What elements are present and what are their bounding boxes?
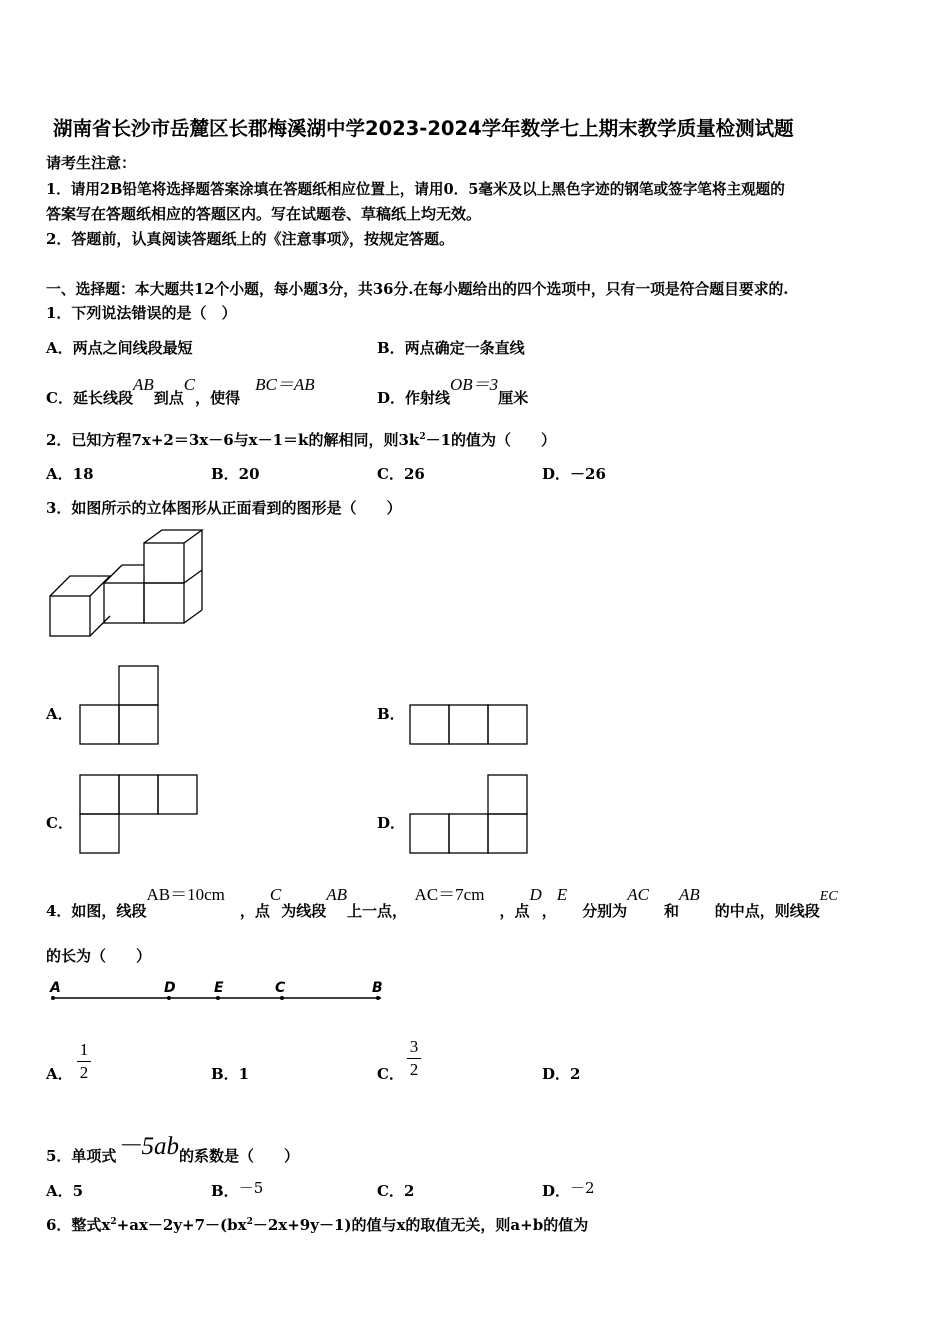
- q5-option-b: [211, 1180, 263, 1201]
- q2-eq-2: x－1＝k: [248, 431, 309, 449]
- q4-math-ac: AC: [627, 885, 649, 904]
- q1-c-text-2: 到点: [153, 389, 184, 407]
- q3-solid-figure: [44, 528, 204, 642]
- q4-option-d: D．2: [542, 1065, 581, 1083]
- fig-label-c: C: [275, 980, 286, 996]
- q4-math-c: C: [269, 885, 282, 904]
- q6-stem: [46, 1214, 588, 1235]
- q1-option-b: B．两点确定一条直线: [377, 339, 525, 357]
- page-title: 湖南省长沙市岳麓区长郡梅溪湖中学2023-2024学年数学七上期末教学质量检测试题: [53, 117, 794, 140]
- q2-text-2: 与: [233, 431, 249, 449]
- q5-b-value: －5: [238, 1179, 264, 1197]
- q4-option-c: C．: [377, 1065, 404, 1083]
- q3-option-a: A．: [46, 705, 73, 723]
- notice-item-2: 2．答题前，认真阅读答题纸上的《注意事项》，按规定答题。: [46, 230, 454, 248]
- q4-text-4: 上一点，: [347, 902, 400, 920]
- q4-math-d: D: [529, 885, 542, 904]
- q4-text-5: ，点: [499, 902, 530, 920]
- q2-option-d: D．－26: [542, 465, 606, 483]
- fig-label-d: D: [164, 980, 176, 996]
- q3-option-d-figure: [408, 774, 530, 856]
- q1-option-a: A．两点之间线段最短: [46, 339, 193, 357]
- notice-item-1-line-2: 答案写在答题纸相应的答题区内。写在试题卷、草稿纸上均无效。: [46, 205, 482, 223]
- q4-text-8: 和: [663, 902, 679, 920]
- q5-d-value: －2: [570, 1179, 595, 1197]
- q2-eq-1: 7x+2＝3x－6: [131, 431, 234, 449]
- q4-text-2: ，点: [239, 902, 270, 920]
- q1-d-text-1: D．作射线: [377, 389, 451, 407]
- q5-d-label: D．: [542, 1182, 571, 1200]
- q4-text-6: ，: [541, 902, 557, 920]
- q6-sup-1: 2: [110, 1217, 117, 1227]
- q1-d-math: OB＝3: [450, 375, 499, 394]
- q4-a-numerator: 1: [79, 1040, 89, 1059]
- fig-label-a: A: [50, 980, 61, 996]
- q1-c-math-c: C: [183, 375, 196, 394]
- q5-text-2: 的系数是（ ）: [178, 1147, 299, 1165]
- q4-math-ac-7: AC＝7cm: [414, 885, 485, 904]
- q4-c-numerator: 3: [409, 1037, 419, 1056]
- q4-math-ab-2: AB: [678, 885, 700, 904]
- q2-text-4: －1的值为（ ）: [425, 431, 557, 449]
- q4-stem: [46, 880, 838, 920]
- q3-option-b: B．: [377, 705, 405, 723]
- q4-option-a-fraction: [77, 1040, 91, 1083]
- q5-expr: －5ab: [116, 1133, 179, 1160]
- q2-option-c: C．26: [377, 465, 425, 483]
- q4-option-b: B．1: [211, 1065, 250, 1083]
- q4-text-3: 为线段: [281, 902, 327, 920]
- q5-b-label: B．: [211, 1182, 239, 1200]
- section-heading: 一、选择题：本大题共12个小题，每小题3分，共36分.在每小题给出的四个选项中，只有一项是符合题目要求的.: [46, 281, 789, 298]
- q1-option-c: [46, 370, 315, 407]
- q6-text-3: －2x+9y－1)的值与x的取值无关，则a+b的值为: [252, 1216, 589, 1234]
- q2-sup: 2: [419, 432, 426, 442]
- q4-math-ab-10: AB＝10cm: [146, 885, 225, 904]
- q2-expr: 3k: [398, 431, 420, 449]
- q2-stem: [46, 429, 556, 450]
- q3-option-d: D．: [377, 814, 406, 832]
- q5-option-a: A．5: [46, 1182, 84, 1200]
- q1-d-text-2: 厘米: [498, 389, 529, 407]
- q1-option-d: [377, 370, 529, 407]
- q4-option-a: A．: [46, 1065, 73, 1083]
- q3-option-c: C．: [46, 814, 73, 832]
- q1-c-math-ab: AB: [132, 375, 154, 394]
- q3-option-b-figure: [408, 703, 530, 747]
- q6-sup-2: 2: [246, 1217, 253, 1227]
- q5-stem: [46, 1133, 299, 1169]
- notice-item-1-line-1: 1．请用2B铅笔将选择题答案涂填在答题纸相应位置上，请用0．5毫米及以上黑色字迹的钢笔或签字笔将主观题的: [46, 181, 785, 198]
- q4-text-9: 的中点，则线段: [714, 902, 820, 920]
- q4-math-e: E: [556, 885, 568, 904]
- q3-option-c-figure: [78, 774, 200, 856]
- q4-stem-line-2: 的长为（ ）: [46, 947, 152, 965]
- q1-stem: 1．下列说法错误的是（ ）: [46, 304, 237, 322]
- q3-option-a-figure: [78, 665, 160, 747]
- q2-text-3: 的解相同，则: [308, 431, 399, 449]
- q5-text-1: 5．单项式: [46, 1147, 117, 1165]
- q4-text-1: 4．如图，线段: [46, 902, 147, 920]
- q4-option-c-fraction: [407, 1037, 421, 1080]
- notice-heading: 请考生注意：: [46, 154, 137, 172]
- q1-c-text-3: ，使得: [195, 389, 241, 407]
- q3-stem: 3．如图所示的立体图形从正面看到的图形是（ ）: [46, 499, 402, 517]
- q2-option-a: A．18: [46, 465, 94, 483]
- q2-option-b: B．20: [211, 465, 260, 483]
- q2-text-1: 2．已知方程: [46, 431, 132, 449]
- q1-c-math-eq: BC＝AB: [255, 375, 315, 394]
- q5-option-d: [542, 1180, 595, 1201]
- q6-text-2: +ax－2y+7－(bx: [116, 1216, 247, 1234]
- q4-text-7: 分别为: [582, 902, 628, 920]
- q4-math-ab: AB: [326, 885, 348, 904]
- q4-c-denominator: 2: [409, 1060, 419, 1079]
- q1-c-text-1: C．延长线段: [46, 389, 133, 407]
- fig-label-e: E: [214, 980, 224, 996]
- q6-text-1: 6．整式x: [46, 1216, 111, 1234]
- q4-a-denominator: 2: [79, 1063, 89, 1082]
- q4-math-ec: EC: [819, 889, 838, 904]
- q5-option-c: C．2: [377, 1182, 415, 1200]
- q4-segment-figure: [46, 978, 386, 1004]
- fig-label-b: B: [372, 980, 383, 996]
